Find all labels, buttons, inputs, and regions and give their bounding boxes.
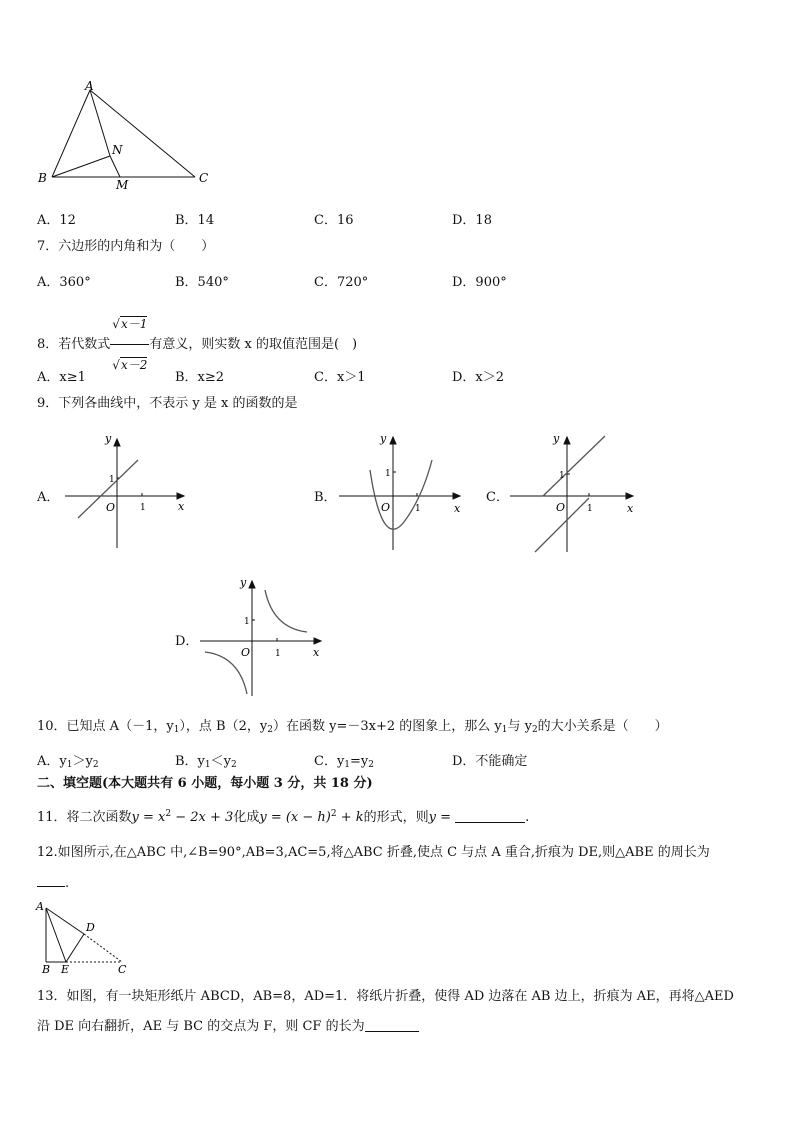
graph-d-one-x: 1: [275, 649, 281, 659]
graph-b-y: y: [380, 432, 387, 445]
q7-option-c: C．720°: [314, 275, 369, 290]
q10-option-a: A．$y_1>y_2$: [37, 754, 99, 770]
graph-a-x: x: [178, 500, 185, 513]
q13-line2: 沿 DE 向右翻折，AE 与 BC 的交点为 F，则 CF 的长为: [37, 1019, 419, 1035]
q6-option-b: B．14: [175, 213, 215, 228]
label-n: N: [112, 143, 123, 157]
q9-label-d: D．: [175, 634, 199, 649]
q8-option-a: A．x≥1: [37, 370, 86, 385]
graph-a-one-x: 1: [140, 503, 146, 513]
label-b: B: [38, 171, 47, 185]
graph-d: [195, 574, 327, 700]
q7-option-a: A．360°: [37, 275, 91, 290]
fig12-e: E: [61, 963, 70, 976]
triangle-figure-abcmn: [30, 78, 220, 193]
q8-fraction: $\frac{√x-1}{√x-2}$: [110, 304, 149, 385]
fig12-a: A: [36, 900, 44, 913]
q11-blank: [455, 810, 525, 823]
graph-b: [334, 430, 466, 554]
q12-blank: [37, 876, 65, 887]
graph-c-o: O: [556, 501, 566, 514]
q6-option-d: D．18: [452, 213, 492, 228]
graph-c-y: y: [553, 432, 560, 445]
q6-option-a: A．12: [37, 213, 76, 228]
q10-text: 10．已知点 A（－1，$y_1$），点 B（2，$y_2$）在函数 y=－3x+2 的图象上，那么 $y_1$与 $y_2$的大小关系是（ ）: [37, 719, 668, 735]
fig12-d: D: [86, 921, 95, 934]
q9-label-c: C．: [486, 490, 509, 505]
q8-prefix: 8．若代数式: [37, 337, 111, 352]
triangle-figure-abcde: [34, 898, 134, 976]
q9-label-a: A．: [37, 490, 60, 505]
q10-option-c: C．$y_1=y_2$: [314, 754, 375, 770]
graph-c-x: x: [627, 502, 634, 515]
graph-d-x: x: [313, 646, 320, 659]
q10-option-b: B．$y_1<y_2$: [175, 754, 237, 770]
q10-option-d: D．不能确定: [452, 754, 528, 769]
graph-a: [60, 432, 190, 552]
q11-text: 11．将二次函数$y = x^2 - 2x + 3$化成$y = (x - h)^2 + k$的形式，则y = .: [37, 809, 530, 825]
q8-text: [37, 304, 358, 372]
q9-label-b: B．: [314, 490, 337, 505]
section-2-title: 二、填空题(本大题共有 6 小题，每小题 3 分，共 18 分): [37, 776, 373, 791]
q12-text: 12.如图所示,在△ABC 中,∠B=90°,AB=3,AC=5,将△ABC 折叠,使点 C 与点 A 重合,折痕为 DE,则△ABE 的周长为: [37, 845, 710, 860]
q7-option-d: D．900°: [452, 275, 507, 290]
graph-c-one-x: 1: [587, 504, 593, 514]
graph-d-o: O: [241, 646, 251, 659]
graph-d-one-y: 1: [244, 617, 250, 627]
q8-num: x－1: [120, 317, 148, 331]
graph-c-one-y: 1: [559, 471, 565, 481]
q7-option-b: B．540°: [175, 275, 229, 290]
q13-blank: [365, 1019, 419, 1032]
graph-b-x: x: [454, 502, 461, 515]
label-c: C: [199, 171, 209, 185]
q9-text: 9．下列各曲线中，不表示 y 是 x 的函数的是: [37, 396, 298, 411]
label-a: A: [85, 79, 94, 93]
label-m: M: [116, 178, 129, 192]
q12-blank-line: .: [37, 876, 69, 892]
graph-b-one-x: 1: [415, 504, 421, 514]
fig12-b: B: [42, 963, 51, 976]
q7-text: 7．六边形的内角和为（ ）: [37, 239, 215, 254]
q8-den: x－2: [120, 358, 148, 372]
q13-line1: 13．如图，有一块矩形纸片 ABCD，AB=8，AD=1．将纸片折叠，使得 AD 边落在 AB 边上，折痕为 AE，再将△AED: [37, 989, 734, 1004]
graph-a-y: y: [105, 432, 112, 445]
q8-suffix: 有意义，则实数 x 的取值范围是( ): [149, 337, 358, 352]
graph-d-y: y: [240, 576, 247, 589]
q6-option-c: C．16: [314, 213, 354, 228]
q8-option-c: C．x＞1: [314, 370, 366, 385]
graph-a-o: O: [106, 501, 116, 514]
graph-c: [505, 430, 639, 556]
graph-a-one-y: 1: [109, 475, 115, 485]
q8-option-d: D．x＞2: [452, 370, 505, 385]
graph-b-o: O: [381, 501, 391, 514]
graph-b-one-y: 1: [385, 469, 391, 479]
fig12-c: C: [118, 963, 127, 976]
q8-option-b: B．x≥2: [175, 370, 225, 385]
